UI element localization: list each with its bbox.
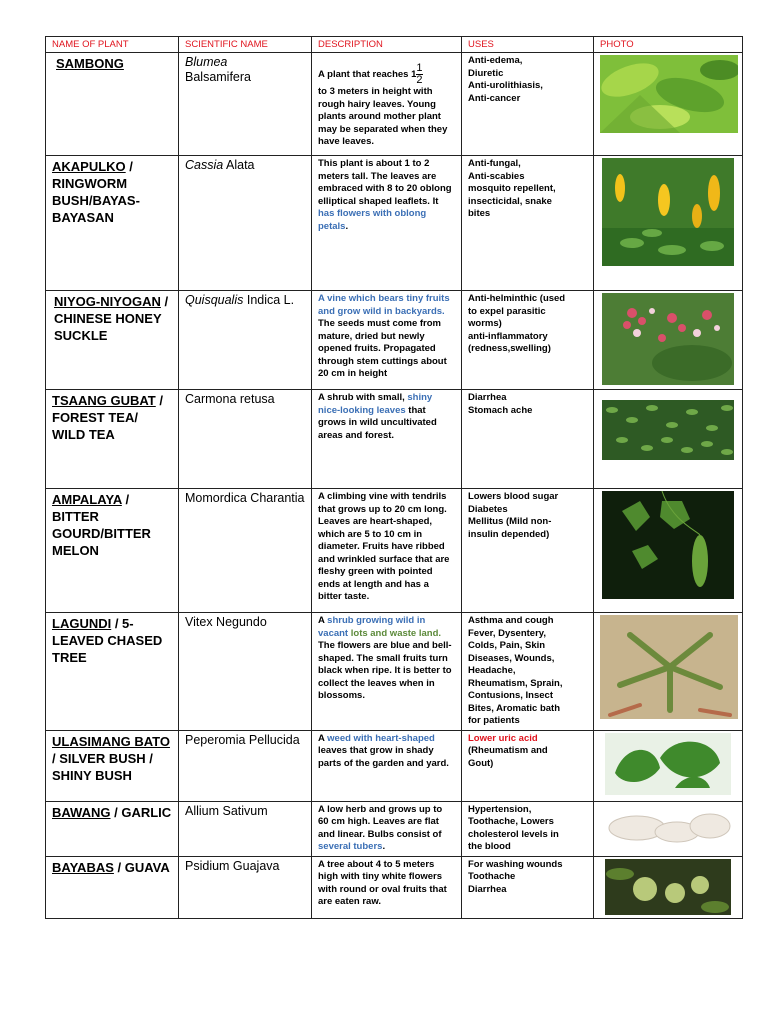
uses: Anti-fungal, Anti-scabies mosquito repellent, insecticidal, snake bites	[462, 156, 594, 291]
sambong-photo	[600, 55, 738, 133]
table-row	[46, 613, 743, 731]
photo-cell	[594, 730, 743, 801]
table-row	[46, 53, 743, 156]
plant-name: AMPALAYA / BITTER GOURD/BITTER MELON	[46, 489, 179, 613]
plant-name: TSAANG GUBAT / FOREST TEA/ WILD TEA	[46, 390, 179, 489]
scientific-name: Vitex Negundo	[179, 613, 312, 731]
photo-cell	[594, 613, 743, 731]
header-photo: PHOTO	[594, 37, 743, 53]
fraction: $\frac{1}{2}$	[416, 62, 423, 86]
plant-name: ULASIMANG BATO / SILVER BUSH / SHINY BUSH	[46, 730, 179, 801]
scientific-name: Blumea Balsamifera	[179, 53, 312, 156]
header-scientific: SCIENTIFIC NAME	[179, 37, 312, 53]
header-name: NAME OF PLANT	[46, 37, 179, 53]
description: A climbing vine with tendrils that grows up to 20 cm long. Leaves are heart-shaped, which are 5 to 10 cm in diameter. Fruits have ribbed and wrinkled surface that are fleshy green with pointed ends at length and has a bitter taste.	[312, 489, 462, 613]
plant-name: BAYABAS / GUAVA	[46, 856, 179, 918]
description: A low herb and grows up to 60 cm high. Leaves are flat and linear. Bulbs consist of several tubers.	[312, 801, 462, 856]
plant-name: LAGUNDI / 5-LEAVED CHASED TREE	[46, 613, 179, 731]
plant-name: AKAPULKO / RINGWORM BUSH/BAYAS-BAYASAN	[46, 156, 179, 291]
description: A shrub with small, shiny nice-looking leaves that grows in wild uncultivated areas and forest.	[312, 390, 462, 489]
uses: Lower uric acid (Rheumatism and Gout)	[462, 730, 594, 801]
bayabas-photo	[605, 859, 731, 915]
table-row	[46, 390, 743, 489]
table-row	[46, 156, 743, 291]
photo-cell	[594, 390, 743, 489]
photo-cell	[594, 489, 743, 613]
description: A shrub growing wild in vacant lots and waste land. The flowers are blue and bell- shaped. The small fruits turn black when ripe. It is better to collect the leaves when in blossoms.	[312, 613, 462, 731]
table-row	[46, 489, 743, 613]
niyog-niyogan-photo	[602, 293, 734, 385]
photo-cell	[594, 291, 743, 390]
plant-name: SAMBONG	[46, 53, 179, 156]
uses: Lowers blood sugar Diabetes Mellitus (Mild non- insulin depended)	[462, 489, 594, 613]
description: A plant that reaches 1 $\frac{1}{2}$ to 3 meters in height with rough hairy leaves. Young plants around mother plant may be separated when they have leaves.	[312, 53, 462, 156]
table-row	[46, 856, 743, 918]
tsaang-gubat-photo	[602, 400, 734, 460]
plant-name: NIYOG-NIYOGAN / CHINESE HONEY SUCKLE	[46, 291, 179, 390]
lagundi-photo	[600, 615, 738, 719]
uses: Hypertension, Toothache, Lowers cholesterol levels in the blood	[462, 801, 594, 856]
akapulko-photo	[602, 158, 734, 266]
description: A weed with heart-shaped leaves that grow in shady parts of the garden and yard.	[312, 730, 462, 801]
ulasimang-bato-photo	[605, 733, 731, 795]
table-row	[46, 730, 743, 801]
photo-cell	[594, 53, 743, 156]
photo-cell	[594, 856, 743, 918]
description: A tree about 4 to 5 meters high with tiny white flowers with round or oval fruits that are eaten raw.	[312, 856, 462, 918]
scientific-name: Allium Sativum	[179, 801, 312, 856]
scientific-name: Carmona retusa	[179, 390, 312, 489]
table-row	[46, 291, 743, 390]
scientific-name: Cassia Alata	[179, 156, 312, 291]
scientific-name: Quisqualis Indica L.	[179, 291, 312, 390]
scientific-name: Psidium Guajava	[179, 856, 312, 918]
description: This plant is about 1 to 2 meters tall. The leaves are embraced with 8 to 20 oblong elliptical shaped leaflets. It has flowers with oblong petals.	[312, 156, 462, 291]
header-description: DESCRIPTION	[312, 37, 462, 53]
table-row	[46, 801, 743, 856]
uses: Diarrhea Stomach ache	[462, 390, 594, 489]
uses: Asthma and cough Fever, Dysentery, Colds, Pain, Skin Diseases, Wounds, Headache, Rheumatism, Sprain, Contusions, Insect Bites, Aromatic bath for patients	[462, 613, 594, 731]
bawang-photo	[602, 804, 734, 850]
description: A vine which bears tiny fruits and grow wild in backyards. The seeds must come from mature, dried but newly opened fruits. Propagated through stem cuttings about 20 cm in height	[312, 291, 462, 390]
uses: For washing wounds Toothache Diarrhea	[462, 856, 594, 918]
header-row	[46, 37, 743, 53]
plant-name: BAWANG / GARLIC	[46, 801, 179, 856]
scientific-name: Peperomia Pellucida	[179, 730, 312, 801]
scientific-name: Momordica Charantia	[179, 489, 312, 613]
ampalaya-photo	[602, 491, 734, 599]
uses: Anti-edema, Diuretic Anti-urolithiasis, Anti-cancer	[462, 53, 594, 156]
photo-cell	[594, 801, 743, 856]
plants-table	[45, 36, 743, 919]
uses: Anti-helminthic (used to expel parasitic worms) anti-inflammatory (redness,swelling)	[462, 291, 594, 390]
header-uses: USES	[462, 37, 594, 53]
photo-cell	[594, 156, 743, 291]
